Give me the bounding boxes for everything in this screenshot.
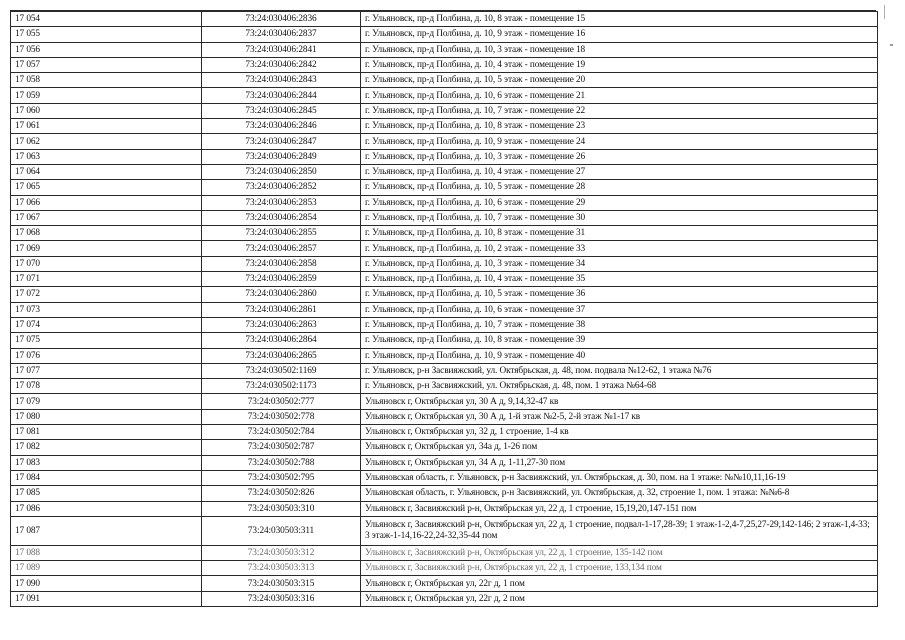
address-cell: г. Ульяновск, пр-д Полбина, д. 10, 8 этаж - помещение 39	[361, 333, 878, 348]
cadastral-number-cell: 73:24:030406:2852	[202, 180, 361, 195]
row-number-cell: 17 069	[11, 241, 202, 256]
table-row	[11, 73, 878, 88]
address-cell: г. Ульяновск, пр-д Полбина, д. 10, 9 этаж - помещение 40	[361, 348, 878, 363]
row-number-cell: 17 077	[11, 363, 202, 378]
row-number-cell: 17 060	[11, 103, 202, 118]
row-number-cell: 17 064	[11, 164, 202, 179]
table-row	[11, 27, 878, 42]
cadastral-number-cell: 73:24:030406:2860	[202, 287, 361, 302]
cadastral-number-cell: 73:24:030406:2865	[202, 348, 361, 363]
address-cell: Ульяновская область, г. Ульяновск, р-н Засвияжский, ул. Октябрьская, д. 30, пом. на 1 этаже: №№10,11,16-19	[361, 470, 878, 485]
address-cell: г. Ульяновск, пр-д Полбина, д. 10, 6 этаж - помещение 29	[361, 195, 878, 210]
table-row	[11, 561, 878, 576]
cadastral-number-cell: 73:24:030406:2855	[202, 226, 361, 241]
address-cell: г. Ульяновск, пр-д Полбина, д. 10, 2 этаж - помещение 33	[361, 241, 878, 256]
table-row	[11, 379, 878, 394]
address-cell: Ульяновск г, Октябрьская ул, 22г д, 2 пом	[361, 591, 878, 606]
cadastral-number-cell: 73:24:030406:2836	[202, 12, 361, 27]
table-row	[11, 57, 878, 72]
address-cell: г. Ульяновск, пр-д Полбина, д. 10, 5 этаж - помещение 20	[361, 73, 878, 88]
cadastral-number-cell: 73:24:030502:777	[202, 394, 361, 409]
row-number-cell: 17 061	[11, 119, 202, 134]
table-row	[11, 195, 878, 210]
address-cell: Ульяновск г, Засвияжский р-н, Октябрьская ул, 22 д, 1 строение, 133,134 пом	[361, 561, 878, 576]
row-number-cell: 17 072	[11, 287, 202, 302]
row-number-cell: 17 071	[11, 272, 202, 287]
cadastral-number-cell: 73:24:030503:310	[202, 501, 361, 516]
address-cell: г. Ульяновск, пр-д Полбина, д. 10, 8 этаж - помещение 23	[361, 119, 878, 134]
table-row	[11, 591, 878, 606]
address-cell: г. Ульяновск, пр-д Полбина, д. 10, 8 этаж - помещение 15	[361, 12, 878, 27]
table-row	[11, 241, 878, 256]
row-number-cell: 17 082	[11, 440, 202, 455]
table-row	[11, 486, 878, 501]
cadastral-number-cell: 73:24:030502:788	[202, 455, 361, 470]
address-cell: Ульяновск г, Засвияжский р-н, Октябрьская ул, 22 д, 1 строение, 15,19,20,147-151 пом	[361, 501, 878, 516]
table-row	[11, 88, 878, 103]
address-cell: Ульяновск г, Засвияжский р-н, Октябрьская ул, 22 д, 1 строение, 135-142 пом	[361, 545, 878, 560]
address-cell: Ульяновск г, Октябрьская ул, 30 А д, 1-й этаж №2-5, 2-й этаж №1-17 кв	[361, 409, 878, 424]
address-cell: г. Ульяновск, пр-д Полбина, д. 10, 7 этаж - помещение 22	[361, 103, 878, 118]
row-number-cell: 17 065	[11, 180, 202, 195]
table-row	[11, 516, 878, 545]
row-number-cell: 17 078	[11, 379, 202, 394]
address-cell: г. Ульяновск, пр-д Полбина, д. 10, 4 этаж - помещение 27	[361, 164, 878, 179]
table-row	[11, 272, 878, 287]
table-row	[11, 576, 878, 591]
row-number-cell: 17 084	[11, 470, 202, 485]
cadastral-number-cell: 73:24:030503:311	[202, 516, 361, 545]
row-number-cell: 17 067	[11, 210, 202, 225]
address-cell: Ульяновская область, г. Ульяновск, р-н Засвияжский, ул. Октябрьская, д. 32, строение 1, пом. 1 этажа: №№6-8	[361, 486, 878, 501]
row-number-cell: 17 088	[11, 545, 202, 560]
address-cell: г. Ульяновск, пр-д Полбина, д. 10, 3 этаж - помещение 34	[361, 256, 878, 271]
row-number-cell: 17 070	[11, 256, 202, 271]
row-number-cell: 17 057	[11, 57, 202, 72]
address-cell: г. Ульяновск, пр-д Полбина, д. 10, 5 этаж - помещение 36	[361, 287, 878, 302]
cadastral-number-cell: 73:24:030406:2844	[202, 88, 361, 103]
address-cell: Ульяновск г, Октябрьская ул, 22г д, 1 пом	[361, 576, 878, 591]
cadastral-number-cell: 73:24:030406:2850	[202, 164, 361, 179]
table-row	[11, 333, 878, 348]
row-number-cell: 17 068	[11, 226, 202, 241]
cadastral-number-cell: 73:24:030502:787	[202, 440, 361, 455]
table-row	[11, 103, 878, 118]
table-row	[11, 226, 878, 241]
address-cell: г. Ульяновск, пр-д Полбина, д. 10, 3 этаж - помещение 18	[361, 42, 878, 57]
row-number-cell: 17 062	[11, 134, 202, 149]
cadastral-number-cell: 73:24:030406:2847	[202, 134, 361, 149]
address-cell: Ульяновск г, Октябрьская ул, 34а д, 1-26 пом	[361, 440, 878, 455]
table-row	[11, 210, 878, 225]
cadastral-number-cell: 73:24:030406:2854	[202, 210, 361, 225]
table-row	[11, 348, 878, 363]
cadastral-number-cell: 73:24:030406:2842	[202, 57, 361, 72]
address-cell: г. Ульяновск, пр-д Полбина, д. 10, 9 этаж - помещение 16	[361, 27, 878, 42]
row-number-cell: 17 080	[11, 409, 202, 424]
table-row	[11, 470, 878, 485]
table-row	[11, 134, 878, 149]
row-number-cell: 17 081	[11, 425, 202, 440]
table-row	[11, 149, 878, 164]
address-cell: г. Ульяновск, пр-д Полбина, д. 10, 6 этаж - помещение 37	[361, 302, 878, 317]
cadastral-number-cell: 73:24:030406:2861	[202, 302, 361, 317]
cadastral-number-cell: 73:24:030406:2837	[202, 27, 361, 42]
cadastral-number-cell: 73:24:030502:826	[202, 486, 361, 501]
address-cell: г. Ульяновск, пр-д Полбина, д. 10, 8 этаж - помещение 31	[361, 226, 878, 241]
row-number-cell: 17 085	[11, 486, 202, 501]
row-number-cell: 17 090	[11, 576, 202, 591]
cadastral-number-cell: 73:24:030406:2863	[202, 317, 361, 332]
register-table	[10, 11, 878, 607]
scan-speck	[890, 44, 893, 46]
table-row	[11, 256, 878, 271]
table-row	[11, 12, 878, 27]
table-row	[11, 180, 878, 195]
table-row	[11, 42, 878, 57]
register-table-body	[11, 12, 878, 607]
cadastral-number-cell: 73:24:030406:2864	[202, 333, 361, 348]
cadastral-number-cell: 73:24:030502:778	[202, 409, 361, 424]
table-row	[11, 302, 878, 317]
table-row	[11, 545, 878, 560]
row-number-cell: 17 075	[11, 333, 202, 348]
row-number-cell: 17 086	[11, 501, 202, 516]
table-row	[11, 501, 878, 516]
cadastral-number-cell: 73:24:030406:2859	[202, 272, 361, 287]
scan-mark	[884, 5, 885, 19]
table-row	[11, 409, 878, 424]
address-cell: г. Ульяновск, р-н Засвияжский, ул. Октябрьская, д. 48, пом. подвала №12-62, 1 этажа №76	[361, 363, 878, 378]
row-number-cell: 17 055	[11, 27, 202, 42]
address-cell: г. Ульяновск, пр-д Полбина, д. 10, 9 этаж - помещение 24	[361, 134, 878, 149]
address-cell: г. Ульяновск, пр-д Полбина, д. 10, 6 этаж - помещение 21	[361, 88, 878, 103]
cadastral-number-cell: 73:24:030406:2849	[202, 149, 361, 164]
row-number-cell: 17 074	[11, 317, 202, 332]
table-row	[11, 317, 878, 332]
cadastral-number-cell: 73:24:030503:316	[202, 591, 361, 606]
row-number-cell: 17 076	[11, 348, 202, 363]
cadastral-number-cell: 73:24:030406:2857	[202, 241, 361, 256]
cadastral-number-cell: 73:24:030406:2858	[202, 256, 361, 271]
table-row	[11, 425, 878, 440]
table-row	[11, 119, 878, 134]
row-number-cell: 17 066	[11, 195, 202, 210]
row-number-cell: 17 059	[11, 88, 202, 103]
cadastral-number-cell: 73:24:030502:1169	[202, 363, 361, 378]
table-row	[11, 440, 878, 455]
table-row	[11, 164, 878, 179]
address-cell: г. Ульяновск, пр-д Полбина, д. 10, 7 этаж - помещение 38	[361, 317, 878, 332]
row-number-cell: 17 083	[11, 455, 202, 470]
row-number-cell: 17 054	[11, 12, 202, 27]
address-cell: г. Ульяновск, пр-д Полбина, д. 10, 4 этаж - помещение 19	[361, 57, 878, 72]
table-row	[11, 455, 878, 470]
row-number-cell: 17 058	[11, 73, 202, 88]
cadastral-number-cell: 73:24:030502:795	[202, 470, 361, 485]
address-cell: г. Ульяновск, пр-д Полбина, д. 10, 5 этаж - помещение 28	[361, 180, 878, 195]
address-cell: Ульяновск г, Засвияжский р-н, Октябрьская ул, 22 д, 1 строение, подвал-1-17,28-39; 1 этаж-1-2,4-7,25,27-29,142-146; 2 этаж-1,4-33; 3 этаж-1-14,16-22,24-32,35-44 пом	[361, 516, 878, 545]
cadastral-number-cell: 73:24:030502:1173	[202, 379, 361, 394]
cadastral-number-cell: 73:24:030502:784	[202, 425, 361, 440]
cadastral-number-cell: 73:24:030406:2843	[202, 73, 361, 88]
row-number-cell: 17 056	[11, 42, 202, 57]
address-cell: г. Ульяновск, пр-д Полбина, д. 10, 7 этаж - помещение 30	[361, 210, 878, 225]
address-cell: Ульяновск г, Октябрьская ул, 32 д, 1 строение, 1-4 кв	[361, 425, 878, 440]
cadastral-number-cell: 73:24:030406:2841	[202, 42, 361, 57]
row-number-cell: 17 079	[11, 394, 202, 409]
row-number-cell: 17 091	[11, 591, 202, 606]
table-row	[11, 394, 878, 409]
cadastral-number-cell: 73:24:030406:2845	[202, 103, 361, 118]
address-cell: Ульяновск г, Октябрьская ул, 30 А д, 9,14,32-47 кв	[361, 394, 878, 409]
cadastral-number-cell: 73:24:030503:313	[202, 561, 361, 576]
cadastral-number-cell: 73:24:030503:315	[202, 576, 361, 591]
address-cell: Ульяновск г, Октябрьская ул, 34 А д, 1-11,27-30 пом	[361, 455, 878, 470]
row-number-cell: 17 063	[11, 149, 202, 164]
cadastral-number-cell: 73:24:030406:2846	[202, 119, 361, 134]
table-row	[11, 287, 878, 302]
address-cell: г. Ульяновск, пр-д Полбина, д. 10, 4 этаж - помещение 35	[361, 272, 878, 287]
cadastral-number-cell: 73:24:030503:312	[202, 545, 361, 560]
table-row	[11, 363, 878, 378]
address-cell: г. Ульяновск, пр-д Полбина, д. 10, 3 этаж - помещение 26	[361, 149, 878, 164]
row-number-cell: 17 087	[11, 516, 202, 545]
address-cell: г. Ульяновск, р-н Засвияжский, ул. Октябрьская, д. 48, пом. 1 этажа №64-68	[361, 379, 878, 394]
cadastral-number-cell: 73:24:030406:2853	[202, 195, 361, 210]
row-number-cell: 17 073	[11, 302, 202, 317]
row-number-cell: 17 089	[11, 561, 202, 576]
